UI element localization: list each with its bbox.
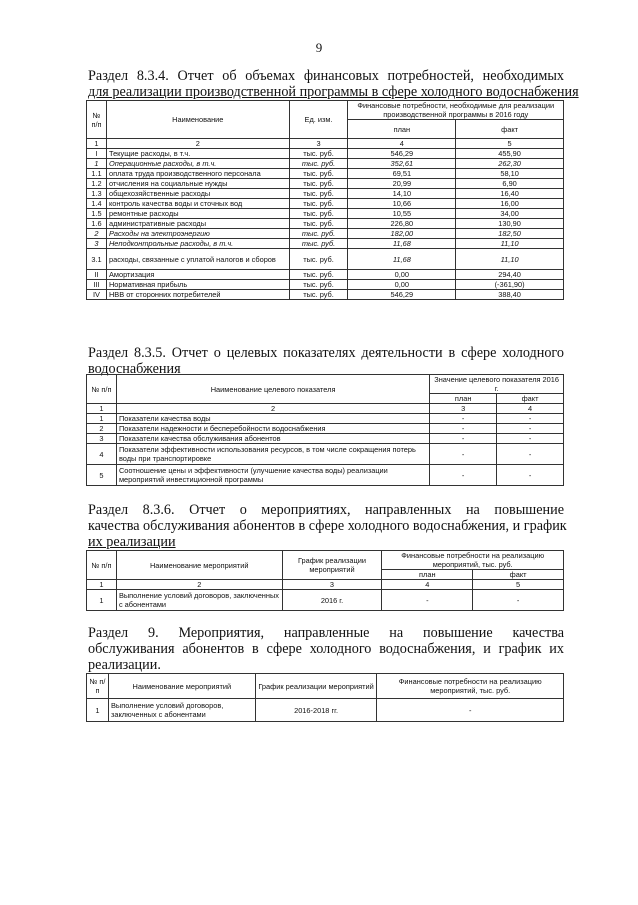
row-num: 3.1 [87, 249, 107, 270]
row-plan: 0,00 [348, 280, 456, 290]
heading-line: качества обслуживания абонентов в сфере холодного водоснабжения, и график [88, 518, 567, 534]
row-num: 1 [87, 590, 117, 611]
index-cell: 5 [456, 139, 564, 149]
table-row [87, 699, 564, 722]
index-cell: 3 [282, 580, 382, 590]
row-name: общехозяйственные расходы [106, 189, 289, 199]
row-unit: тыс. руб. [289, 199, 348, 209]
page-number: 9 [315, 40, 323, 55]
index-cell: 1 [87, 139, 107, 149]
row-num: 3 [87, 434, 117, 444]
row-name: Выполнение условий договоров, заключенных с абонентами [116, 590, 282, 611]
row-fact: (-361,90) [456, 280, 564, 290]
row-name: Показатели качества воды [116, 414, 429, 424]
header-target-value: Значение целевого показателя 2016 г. [430, 375, 564, 394]
row-fact: - [497, 414, 564, 424]
row-plan: 226,80 [348, 219, 456, 229]
index-cell: 2 [106, 139, 289, 149]
heading-line: водоснабжения [88, 361, 181, 377]
row-plan: - [430, 444, 497, 465]
table-index-row [87, 580, 564, 590]
row-name: Выполнение условий договоров, заключенных с абонентами [108, 699, 255, 722]
row-unit: тыс. руб. [289, 270, 348, 280]
table-row [87, 414, 564, 424]
row-plan: 69,51 [348, 169, 456, 179]
section-9-heading [88, 625, 564, 673]
table-row [87, 280, 564, 290]
row-num: 5 [87, 465, 117, 486]
row-plan: - [430, 414, 497, 424]
table-header-row [87, 551, 564, 570]
row-num: I [87, 149, 107, 159]
row-unit: тыс. руб. [289, 179, 348, 189]
index-cell: 3 [289, 139, 348, 149]
row-plan: 10,55 [348, 209, 456, 219]
row-name: Соотношение цены и эффективности (улучшение качества воды) реализации мероприятий инвестиционной программы [116, 465, 429, 486]
row-num: 1 [87, 699, 109, 722]
header-financial-needs: Финансовые потребности на реализацию мероприятий, тыс. руб. [382, 551, 564, 570]
header-financial-needs: Финансовые потребности на реализацию мероприятий, тыс. руб. [377, 674, 564, 699]
row-name: Неподконтрольные расходы, в т.ч. [106, 239, 289, 249]
table-row [87, 239, 564, 249]
row-name: Показатели надежности и бесперебойности водоснабжения [116, 424, 429, 434]
row-num: 1 [87, 159, 107, 169]
row-name: Нормативная прибыль [106, 280, 289, 290]
row-schedule: 2016 г. [282, 590, 382, 611]
row-plan: 546,29 [348, 149, 456, 159]
row-unit: тыс. руб. [289, 239, 348, 249]
header-plan: план [348, 120, 456, 139]
header-schedule: График реализации мероприятий [282, 551, 382, 580]
row-unit: тыс. руб. [289, 280, 348, 290]
row-unit: тыс. руб. [289, 229, 348, 239]
row-fact: - [497, 424, 564, 434]
row-fact: 34,00 [456, 209, 564, 219]
header-schedule: График реализации мероприятий [255, 674, 377, 699]
row-plan: 352,61 [348, 159, 456, 169]
row-fact: 6,90 [456, 179, 564, 189]
heading-line: для реализации производственной программы в сфере холодного водоснабжения [88, 84, 579, 100]
index-cell: 2 [116, 580, 282, 590]
activities-schedule-table [86, 673, 564, 722]
row-name: Показатели эффективности использования ресурсов, в том числе сокращения потерь воды при транспортировке [116, 444, 429, 465]
activities-report-table [86, 550, 564, 611]
row-num: 1.4 [87, 199, 107, 209]
row-plan: 11,68 [348, 239, 456, 249]
section-8-3-6-heading [88, 502, 567, 550]
row-name: административные расходы [106, 219, 289, 229]
header-num: № п/п [87, 375, 117, 404]
index-cell: 1 [87, 404, 117, 414]
index-cell: 5 [473, 580, 564, 590]
row-fact: - [497, 465, 564, 486]
header-num: № п/п [87, 551, 117, 580]
row-plan: 10,66 [348, 199, 456, 209]
table-row [87, 424, 564, 434]
table-header-row [87, 674, 564, 699]
row-unit: тыс. руб. [289, 290, 348, 300]
row-num: 1.2 [87, 179, 107, 189]
table-row [87, 169, 564, 179]
row-schedule: 2016-2018 гг. [255, 699, 377, 722]
table-row [87, 219, 564, 229]
row-num: 1.5 [87, 209, 107, 219]
table-row [87, 179, 564, 189]
row-plan: 20,99 [348, 179, 456, 189]
header-unit: Ед. изм. [289, 101, 348, 139]
table-row [87, 590, 564, 611]
row-plan: 11,68 [348, 249, 456, 270]
header-plan: план [382, 570, 473, 580]
row-name: НВВ от сторонних потребителей [106, 290, 289, 300]
row-name: отчисления на социальные нужды [106, 179, 289, 189]
row-unit: тыс. руб. [289, 209, 348, 219]
header-name: Наименование [106, 101, 289, 139]
table-header-row [87, 101, 564, 120]
row-unit: тыс. руб. [289, 249, 348, 270]
row-fact: 455,90 [456, 149, 564, 159]
row-name: расходы, связанные с уплатой налогов и сборов [106, 249, 289, 270]
header-financial-needs: Финансовые потребности, необходимые для реализации производственной программы в 2016 году [348, 101, 564, 120]
header-fact: факт [497, 394, 564, 404]
row-fact: 388,40 [456, 290, 564, 300]
row-financial-needs: - [377, 699, 564, 722]
row-name: Показатели качества обслуживания абонентов [116, 434, 429, 444]
row-name: Текущие расходы, в т.ч. [106, 149, 289, 159]
table-row [87, 199, 564, 209]
row-num: II [87, 270, 107, 280]
row-plan: 546,29 [348, 290, 456, 300]
row-plan: - [430, 465, 497, 486]
index-cell: 4 [497, 404, 564, 414]
row-num: 4 [87, 444, 117, 465]
row-num: 2 [87, 424, 117, 434]
header-fact: факт [456, 120, 564, 139]
row-num: 1.3 [87, 189, 107, 199]
row-fact: 130,90 [456, 219, 564, 229]
header-name: Наименование мероприятий [108, 674, 255, 699]
row-fact: - [473, 590, 564, 611]
heading-line: Раздел 8.3.5. Отчет о целевых показателях деятельности в сфере холодного [88, 345, 564, 361]
row-unit: тыс. руб. [289, 169, 348, 179]
row-plan: 182,00 [348, 229, 456, 239]
heading-line: Раздел 9. Мероприятия, направленные на повышение качества [88, 625, 564, 641]
row-unit: тыс. руб. [289, 159, 348, 169]
table-row [87, 249, 564, 270]
heading-line: обслуживания абонентов в сфере холодного водоснабжения, и график их [88, 641, 564, 657]
table-row [87, 444, 564, 465]
table-header-row [87, 375, 564, 394]
row-fact: 58,10 [456, 169, 564, 179]
row-fact: 11,10 [456, 239, 564, 249]
row-name: ремонтные расходы [106, 209, 289, 219]
row-unit: тыс. руб. [289, 189, 348, 199]
row-plan: 0,00 [348, 270, 456, 280]
heading-line: Раздел 8.3.6. Отчет о мероприятиях, направленных на повышение [88, 502, 564, 518]
header-name: Наименование целевого показателя [116, 375, 429, 404]
row-fact: - [497, 444, 564, 465]
row-name: контроль качества воды и сточных вод [106, 199, 289, 209]
row-name: Амортизация [106, 270, 289, 280]
table-row [87, 189, 564, 199]
row-unit: тыс. руб. [289, 219, 348, 229]
index-cell: 3 [430, 404, 497, 414]
row-name: Расходы на электроэнергию [106, 229, 289, 239]
row-num: 2 [87, 229, 107, 239]
header-num: № п/п [87, 674, 109, 699]
row-num: 1.1 [87, 169, 107, 179]
target-indicators-table [86, 374, 564, 486]
row-fact: - [497, 434, 564, 444]
row-name: оплата труда производственного персонала [106, 169, 289, 179]
table-index-row [87, 139, 564, 149]
row-fact: 262,30 [456, 159, 564, 169]
table-row [87, 434, 564, 444]
table-row [87, 209, 564, 219]
row-num: 1 [87, 414, 117, 424]
row-fact: 294,40 [456, 270, 564, 280]
row-fact: 16,00 [456, 199, 564, 209]
row-fact: 16,40 [456, 189, 564, 199]
row-num: 3 [87, 239, 107, 249]
table-row [87, 465, 564, 486]
row-unit: тыс. руб. [289, 149, 348, 159]
table-row [87, 159, 564, 169]
row-plan: - [430, 424, 497, 434]
table-row [87, 290, 564, 300]
row-plan: 14,10 [348, 189, 456, 199]
row-name: Операционные расходы, в т.ч. [106, 159, 289, 169]
header-plan: план [430, 394, 497, 404]
header-num: № п/п [87, 101, 107, 139]
heading-line: реализации. [88, 657, 161, 673]
table-row [87, 149, 564, 159]
row-num: III [87, 280, 107, 290]
row-fact: 182,50 [456, 229, 564, 239]
heading-line: их реализации [88, 534, 176, 550]
row-plan: - [382, 590, 473, 611]
index-cell: 4 [348, 139, 456, 149]
heading-line: Раздел 8.3.4. Отчет об объемах финансовых потребностей, необходимых [88, 68, 564, 84]
header-name: Наименование мероприятий [116, 551, 282, 580]
header-fact: факт [473, 570, 564, 580]
index-cell: 4 [382, 580, 473, 590]
row-fact: 11,10 [456, 249, 564, 270]
table-index-row [87, 404, 564, 414]
index-cell: 2 [116, 404, 429, 414]
row-num: IV [87, 290, 107, 300]
financial-needs-table [86, 100, 564, 300]
section-8-3-5-heading [88, 345, 564, 377]
table-row [87, 229, 564, 239]
row-plan: - [430, 434, 497, 444]
row-num: 1.6 [87, 219, 107, 229]
section-8-3-4-heading [88, 68, 579, 100]
index-cell: 1 [87, 580, 117, 590]
table-row [87, 270, 564, 280]
